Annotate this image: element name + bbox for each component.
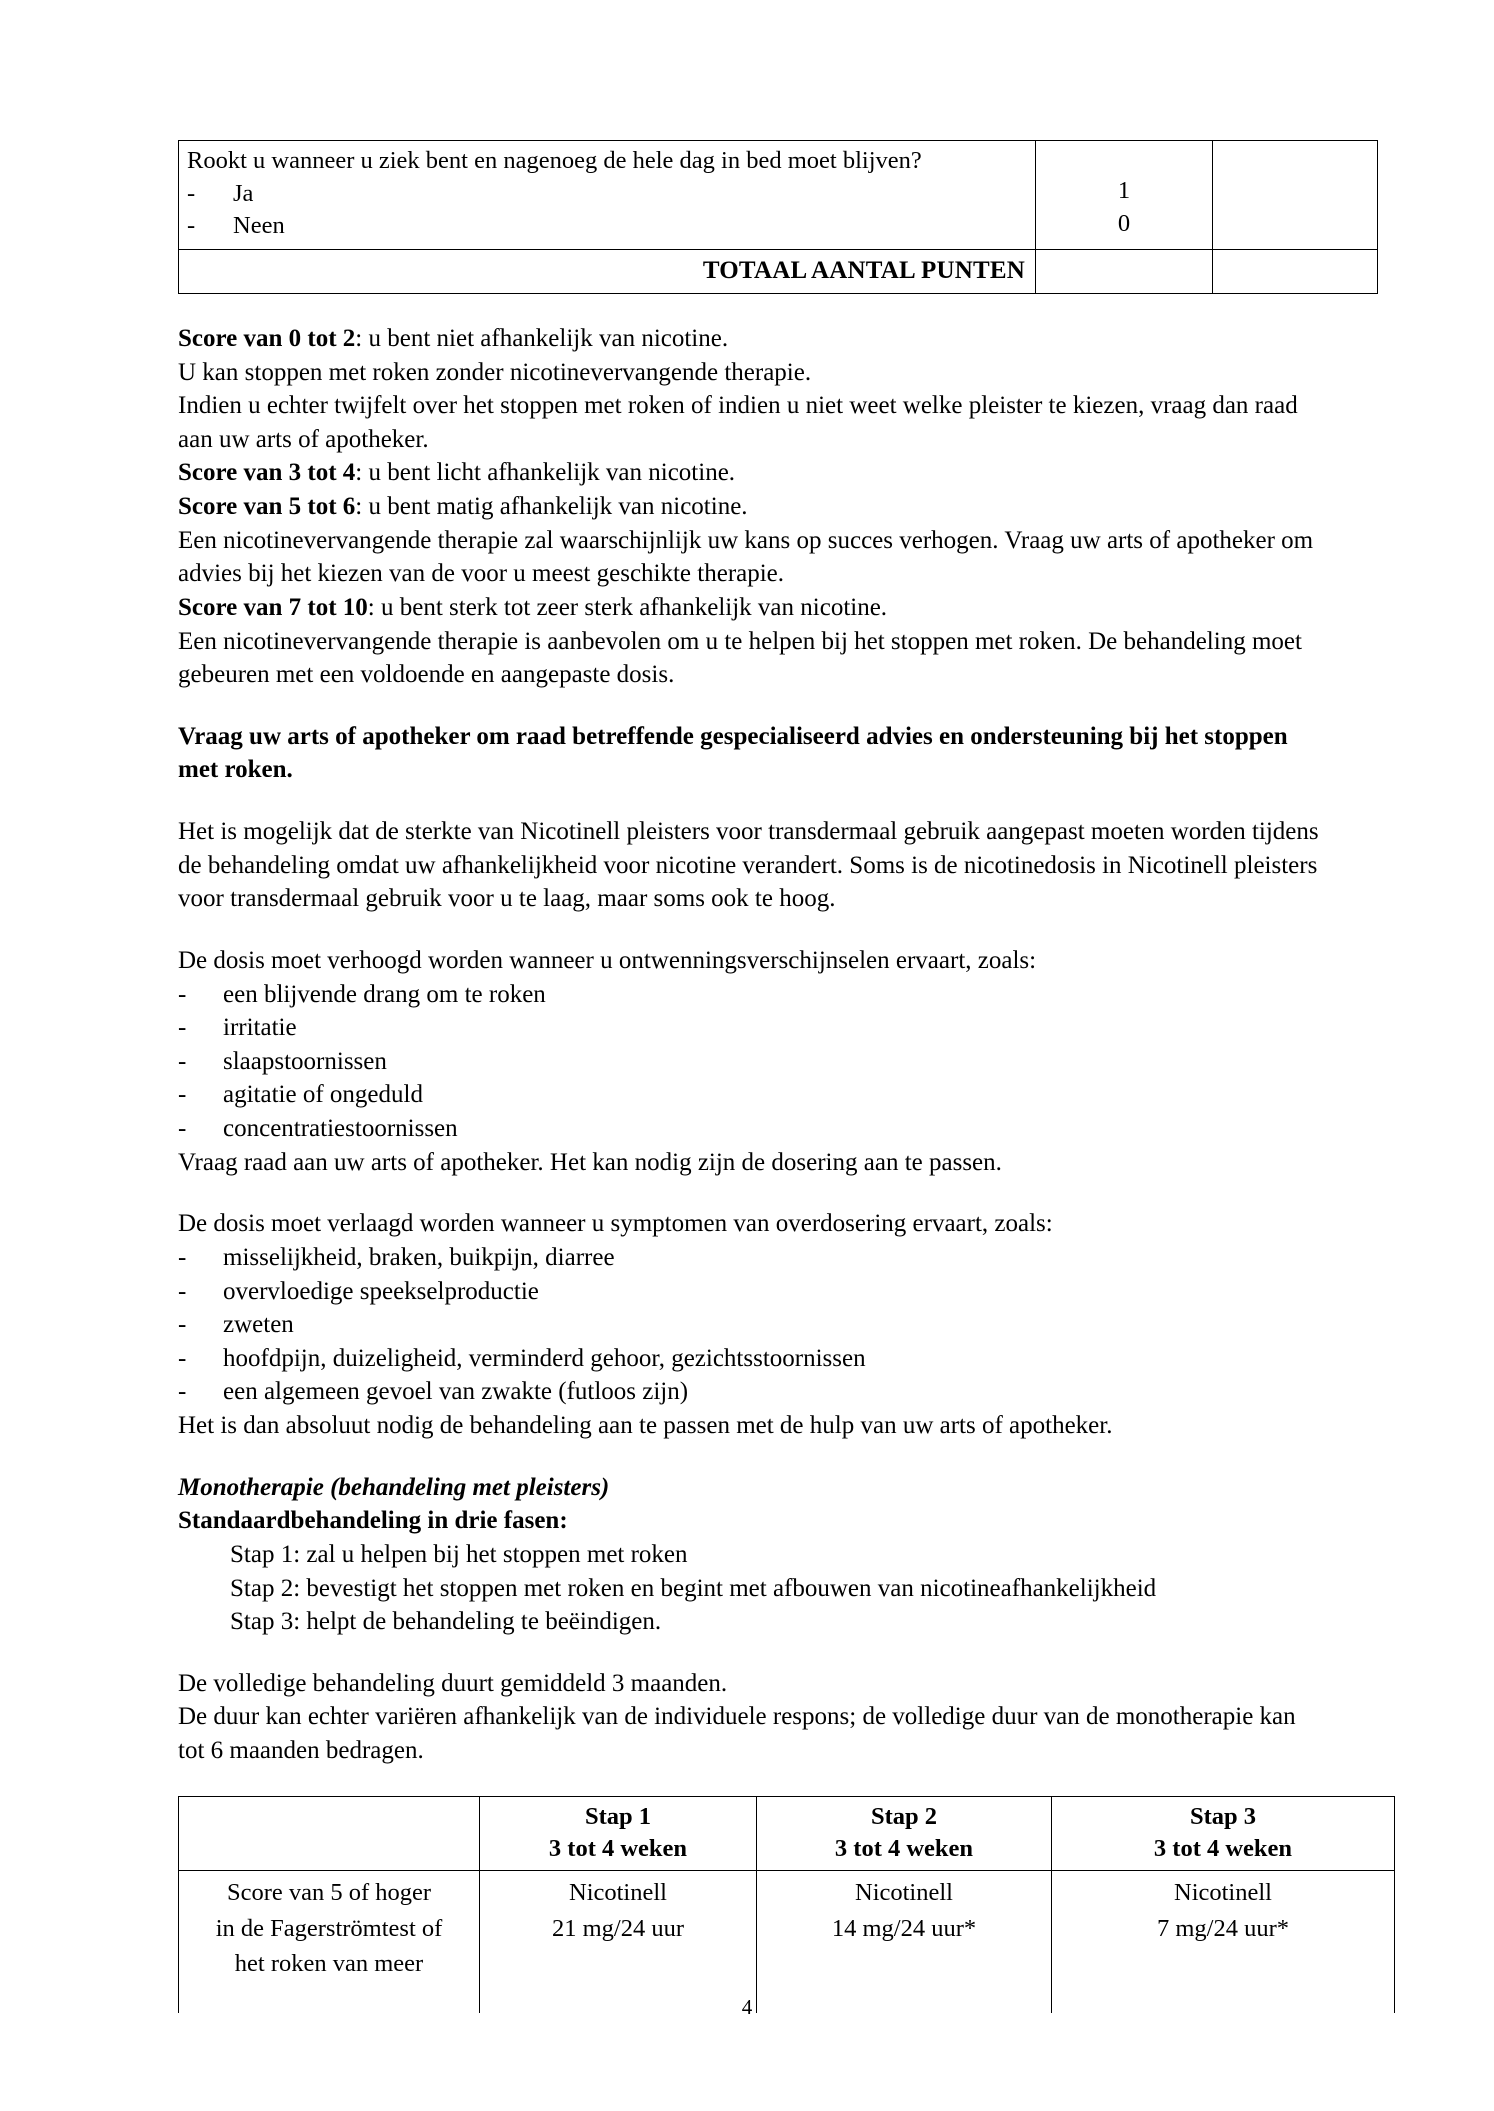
- score-desc-7-10: : u bent sterk tot zeer sterk afhankelijk van nicotine.: [367, 593, 888, 621]
- total-label: TOTAAL AANTAL PUNTEN: [179, 249, 1036, 293]
- score-follow-0-2-a: U kan stoppen met roken zonder nicotinevervangende therapie.: [178, 358, 812, 386]
- header-title-stap-2: Stap 2: [870, 1802, 938, 1830]
- header-cell-stap-1: [480, 1796, 757, 1871]
- list-item: [178, 1275, 1326, 1309]
- dose-brand-stap-1: Nicotinell: [569, 1879, 667, 1907]
- increase-dose-intro: De dosis moet verhoogd worden wanneer u ontwenningsverschijnselen ervaart, zoals:: [178, 946, 1037, 974]
- list-item-label: overvloedige speekselproductie: [223, 1277, 539, 1305]
- dose-value-stap-1: 21 mg/24 uur: [551, 1914, 685, 1942]
- dose-value-stap-3: 7 mg/24 uur*: [1156, 1914, 1290, 1942]
- total-points-cell[interactable]: [1036, 249, 1213, 293]
- list-item: [178, 1342, 1326, 1376]
- score-range-7-10: Score van 7 tot 10: [178, 593, 368, 621]
- monotherapy-step-2: Stap 2: bevestigt het stoppen met roken en begint met afbouwen van nicotineafhankelijkheid: [230, 1574, 1157, 1602]
- header-duration-stap-1: 3 tot 4 weken: [548, 1834, 688, 1862]
- score-desc-5-6: : u bent matig afhankelijk van nicotine.: [355, 493, 748, 521]
- dash-marker: -: [178, 1277, 187, 1305]
- points-value-neen: 0: [1117, 209, 1131, 237]
- criterion-line-1: Score van 5 of hoger: [226, 1879, 432, 1907]
- dash-marker: -: [187, 179, 196, 207]
- score-desc-0-2: : u bent niet afhankelijk van nicotine.: [355, 324, 729, 352]
- header-title-stap-3: Stap 3: [1189, 1802, 1257, 1830]
- score-range-0-2: Score van 0 tot 2: [178, 324, 356, 352]
- monotherapy-subheading: Standaardbehandeling in drie fasen:: [178, 1507, 568, 1535]
- list-item-label: slaapstoornissen: [223, 1047, 387, 1075]
- points-value-ja: 1: [1117, 177, 1131, 204]
- list-item-label: misselijkheid, braken, buikpijn, diarree: [223, 1243, 615, 1271]
- dose-cell-stap-1: [480, 1871, 757, 2014]
- dash-marker: -: [178, 980, 187, 1008]
- increase-dose-list: [178, 978, 1326, 1146]
- score-follow-5-6: Een nicotinevervangende therapie zal waarschijnlijk uw kans op succes verhogen. Vraag uw arts of apotheker om advies bij het kiezen van de voor u meest geschikte therapie.: [178, 526, 1314, 588]
- list-item: [178, 1308, 1326, 1342]
- decrease-dose-block: [178, 1207, 1326, 1442]
- monotherapy-step-1: Stap 1: zal u helpen bij het stoppen met roken: [230, 1540, 688, 1568]
- score-line-0-2: [178, 322, 1326, 356]
- decrease-dose-intro: De dosis moet verlaagd worden wanneer u symptomen van overdosering ervaart, zoals:: [178, 1210, 1053, 1238]
- criterion-line-3: het roken van meer: [234, 1950, 424, 1978]
- option-label-ja: Ja: [233, 179, 254, 207]
- dose-brand-stap-3: Nicotinell: [1174, 1879, 1272, 1907]
- score-interpretation-block: [178, 322, 1326, 692]
- list-item: [178, 1375, 1326, 1409]
- decrease-dose-list: [178, 1241, 1326, 1409]
- option-label-neen: Neen: [233, 212, 285, 240]
- dose-brand-stap-2: Nicotinell: [855, 1879, 953, 1907]
- option-row-neen: [187, 210, 1027, 243]
- list-item-label: zweten: [223, 1311, 294, 1339]
- dash-marker: -: [178, 1311, 187, 1339]
- header-cell-empty: [179, 1796, 480, 1871]
- monotherapy-heading: Monotherapie (behandeling met pleisters): [178, 1473, 610, 1501]
- list-item: [178, 1112, 1326, 1146]
- list-item: [178, 1078, 1326, 1112]
- score-range-3-4: Score van 3 tot 4: [178, 459, 356, 487]
- score-follow-0-2-b: Indien u echter twijfelt over het stoppen met roken of indien u niet weet welke pleister te kiezen, vraag dan raad aan uw arts of apotheker.: [178, 392, 1298, 453]
- score-line-7-10: [178, 591, 1326, 625]
- dash-marker: -: [178, 1378, 187, 1406]
- header-duration-stap-3: 3 tot 4 weken: [1153, 1834, 1293, 1862]
- points-cell: [1036, 141, 1213, 250]
- dash-marker: -: [178, 1014, 187, 1042]
- score-desc-3-4: : u bent licht afhankelijk van nicotine.: [355, 459, 736, 487]
- table-row: [179, 141, 1378, 250]
- criterion-line-2: in de Fagerströmtest of: [215, 1914, 443, 1942]
- duration-line-2: De duur kan echter variëren afhankelijk van de individuele respons; de volledige duur van de monotherapie kan tot 6 maanden bedragen.: [178, 1703, 1296, 1765]
- strength-paragraph: Het is mogelijk dat de sterkte van Nicotinell pleisters voor transdermaal gebruik aangepast moeten worden tijdens de behandeling omdat uw afhankelijkheid voor nicotine verandert. Soms is de nicotinedosis in Nicotinell pleisters voor transdermaal gebruik voor u te laag, maar soms ook te hoog.: [178, 818, 1319, 913]
- score-line-3-4: [178, 456, 1326, 490]
- header-cell-stap-2: [757, 1796, 1052, 1871]
- score-range-5-6: Score van 5 tot 6: [178, 493, 356, 521]
- table-header-row: [179, 1796, 1395, 1871]
- list-item-label: irritatie: [223, 1014, 297, 1042]
- header-title-stap-1: Stap 1: [584, 1802, 652, 1830]
- score-follow-7-10: Een nicotinevervangende therapie is aanbevolen om u te helpen bij het stoppen met roken. De behandeling moet gebeuren met een voldoende en aangepaste dosis.: [178, 627, 1302, 689]
- treatment-steps-table: [178, 1796, 1395, 2014]
- list-item-label: hoofdpijn, duizeligheid, verminderd gehoor, gezichtsstoornissen: [223, 1344, 866, 1372]
- list-item: [178, 978, 1326, 1012]
- dose-cell-stap-3: [1052, 1871, 1395, 2014]
- dash-marker: -: [178, 1243, 187, 1271]
- monotherapy-block: [178, 1471, 1326, 1639]
- fagerstrom-question-table: [178, 140, 1378, 294]
- header-cell-stap-3: [1052, 1796, 1395, 1871]
- increase-dose-outro: Vraag raad aan uw arts of apotheker. Het kan nodig zijn de dosering aan te passen.: [178, 1148, 1002, 1176]
- header-duration-stap-2: 3 tot 4 weken: [834, 1834, 974, 1862]
- dash-marker: -: [178, 1115, 187, 1143]
- list-item-label: een blijvende drang om te roken: [223, 980, 546, 1008]
- score-line-5-6: [178, 490, 1326, 524]
- dose-cell-stap-2: [757, 1871, 1052, 2014]
- table-row: [179, 1871, 1395, 2014]
- total-answer-cell[interactable]: [1213, 249, 1378, 293]
- criterion-cell: [179, 1871, 480, 2014]
- dash-marker: -: [178, 1081, 187, 1109]
- duration-line-1: De volledige behandeling duurt gemiddeld 3 maanden.: [178, 1669, 728, 1697]
- page-content: [178, 140, 1326, 2013]
- table-row-total: [179, 249, 1378, 293]
- question-text: Rookt u wanneer u ziek bent en nagenoeg de hele dag in bed moet blijven?: [187, 147, 922, 174]
- list-item: [178, 1241, 1326, 1275]
- answer-cell[interactable]: [1213, 141, 1378, 250]
- page-number: 4: [741, 1995, 753, 2019]
- option-row-ja: [187, 178, 1027, 211]
- dose-value-stap-2: 14 mg/24 uur*: [831, 1914, 977, 1942]
- advice-paragraph: Vraag uw arts of apotheker om raad betreffende gespecialiseerd advies en ondersteuning bij het stoppen met roken.: [178, 722, 1288, 784]
- list-item-label: een algemeen gevoel van zwakte (futloos zijn): [223, 1378, 689, 1406]
- monotherapy-step-3: Stap 3: helpt de behandeling te beëindigen.: [230, 1608, 662, 1636]
- dash-marker: -: [178, 1344, 187, 1372]
- list-item-label: concentratiestoornissen: [223, 1115, 458, 1143]
- dash-marker: -: [187, 212, 196, 240]
- question-cell: [179, 141, 1036, 250]
- increase-dose-block: [178, 944, 1326, 1179]
- list-item: [178, 1045, 1326, 1079]
- list-item-label: agitatie of ongeduld: [223, 1081, 423, 1109]
- decrease-dose-outro: Het is dan absoluut nodig de behandeling aan te passen met de hulp van uw arts of apotheker.: [178, 1412, 1113, 1440]
- list-item: [178, 1011, 1326, 1045]
- dash-marker: -: [178, 1047, 187, 1075]
